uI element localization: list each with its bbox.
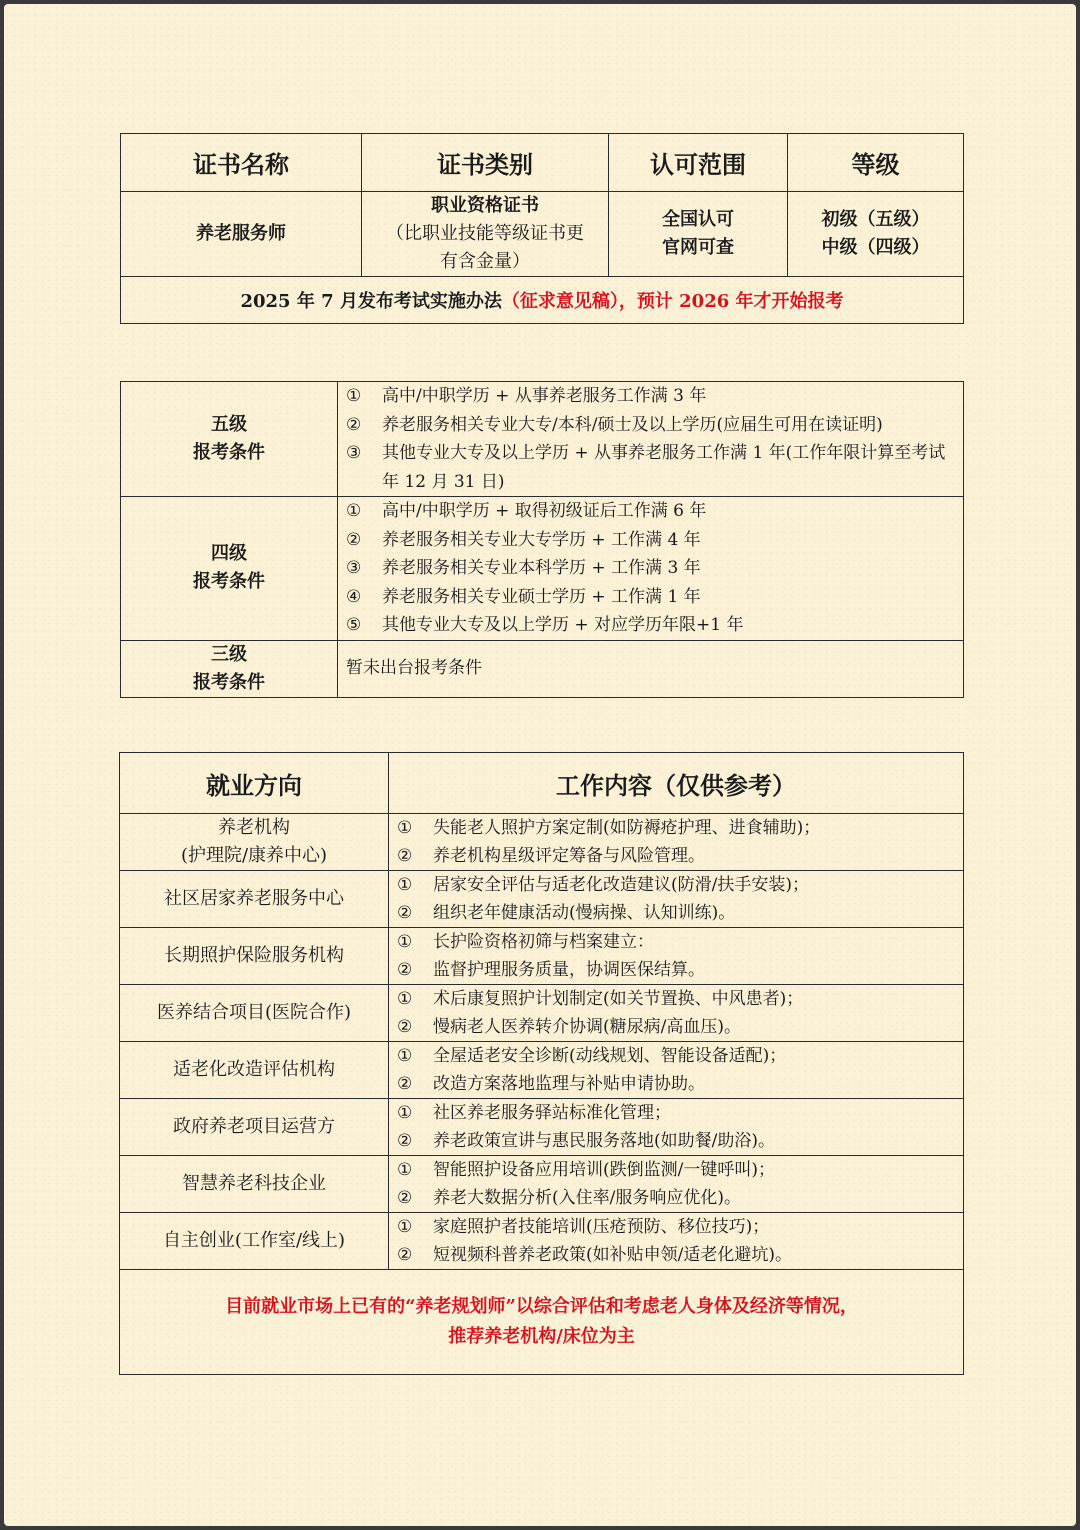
jobs-header-row (120, 753, 964, 814)
work-cell (389, 871, 964, 928)
condition-item (346, 439, 959, 496)
condition-text: 高中/中职学历 + 从事养老服务工作满 3 年 (382, 386, 707, 406)
conditions-row-level4 (121, 497, 964, 641)
work-item (397, 871, 959, 899)
work-cell (389, 814, 964, 871)
work-text: 养老大数据分析(入住率/服务响应优化)。 (433, 1188, 741, 1208)
footer-line: 推荐养老机构/床位为主 (448, 1326, 635, 1347)
work-item (397, 1241, 959, 1269)
work-text: 社区养老服务驿站标准化管理； (433, 1103, 671, 1123)
work-text: 居家安全评估与适老化改造建议(防滑/扶手安装)； (433, 875, 809, 895)
work-item (397, 814, 959, 842)
cert-level-line: 中级（四级） (821, 237, 930, 258)
work-number: ① (397, 989, 413, 1009)
work-item (397, 1184, 959, 1212)
work-number: ② (397, 1074, 413, 1094)
cert-scope-cell (609, 192, 788, 277)
level-name: 三级 (211, 643, 247, 665)
work-item (397, 1070, 959, 1098)
work-text: 养老政策宣讲与惠民服务落地(如助餐/助浴)。 (433, 1131, 775, 1151)
condition-text: 高中/中职学历 + 取得初级证后工作满 6 年 (382, 501, 707, 521)
work-cell (389, 985, 964, 1042)
direction-line: 养老机构 (218, 817, 290, 838)
work-text: 短视频科普养老政策(如补贴申领/适老化避坑)。 (433, 1245, 792, 1265)
work-cell (389, 1156, 964, 1213)
work-item (397, 1156, 959, 1184)
direction-line: (护理院/康养中心) (180, 845, 328, 866)
work-text: 监督护理服务质量，协调医保结算。 (433, 960, 705, 980)
condition-text: 养老服务相关专业大专学历 + 工作满 4 年 (382, 529, 701, 550)
cert-scope-line: 全国认可 (662, 209, 734, 230)
cert-category-cell (362, 192, 609, 277)
work-text: 慢病老人医养转介协调(糖尿病/高血压)。 (433, 1017, 741, 1037)
work-number: ② (397, 846, 413, 866)
conditions-table (120, 381, 964, 698)
direction-cell: 自主创业(工作室/线上) (120, 1213, 389, 1270)
condition-text: 其他专业大专及以上学历 + 从事养老服务工作满 1 年(工作年限计算至考试年 12 月 31 日) (382, 443, 946, 492)
condition-item (346, 526, 959, 555)
work-cell (389, 928, 964, 985)
condition-text: 其他专业大专及以上学历 + 对应学历年限+1 年 (382, 615, 744, 635)
condition-text: 养老服务相关专业本科学历 + 工作满 3 年 (382, 558, 701, 578)
work-number: ② (397, 1245, 413, 1265)
direction-cell: 社区居家养老服务中心 (120, 871, 389, 928)
jobs-row (120, 814, 964, 871)
direction-cell: 医养结合项目(医院合作) (120, 985, 389, 1042)
cert-level-line: 初级（五级） (821, 209, 930, 230)
work-text: 改造方案落地监理与补贴申请协助。 (433, 1074, 705, 1094)
work-item (397, 1013, 959, 1041)
condition-item (346, 497, 959, 526)
work-item (397, 899, 959, 927)
condition-item (346, 583, 959, 612)
jobs-row (120, 928, 964, 985)
note-red-text: （征求意见稿），预计 2026 年才开始报考 (501, 291, 844, 312)
certificate-table (120, 133, 964, 324)
work-item (397, 985, 959, 1013)
work-text: 失能老人照护方案定制(如防褥疮护理、进食辅助)； (433, 818, 821, 838)
footer-line: 目前就业市场上已有的“养老规划师”以综合评估和考虑老人身体及经济等情况， (225, 1296, 858, 1317)
level-label-cell (121, 382, 338, 497)
conditions-list (338, 382, 964, 497)
work-number: ② (397, 1188, 413, 1208)
jobs-table (119, 752, 964, 1375)
header-cert-name: 证书名称 (121, 134, 362, 192)
level-subtitle: 报考条件 (193, 571, 265, 593)
work-text: 组织老年健康活动(慢病操、认知训练)。 (433, 903, 736, 923)
direction-cell (120, 814, 389, 871)
conditions-plain: 暂未出台报考条件 (338, 640, 964, 697)
condition-number: ② (346, 414, 362, 435)
jobs-row (120, 871, 964, 928)
direction-cell: 智慧养老科技企业 (120, 1156, 389, 1213)
work-number: ① (397, 932, 413, 952)
jobs-row (120, 1099, 964, 1156)
work-item (397, 1127, 959, 1155)
level-label-cell (121, 497, 338, 641)
work-number: ① (397, 1103, 413, 1123)
certificate-data-row (121, 192, 964, 277)
cert-category-line: （比职业技能等级证书更 (386, 223, 584, 244)
work-item (397, 1213, 959, 1241)
work-number: ① (397, 818, 413, 838)
conditions-row-level3 (121, 640, 964, 697)
condition-number: ③ (346, 558, 362, 578)
work-number: ② (397, 960, 413, 980)
work-text: 家庭照护者技能培训(压疮预防、移位技巧)； (433, 1217, 770, 1237)
work-item (397, 956, 959, 984)
cert-scope-line: 官网可查 (662, 237, 734, 258)
condition-text: 养老服务相关专业大专/本科/硕士及以上学历(应届生可用在读证明) (382, 414, 883, 435)
direction-cell: 长期照护保险服务机构 (120, 928, 389, 985)
document-page (4, 4, 1076, 1526)
jobs-row (120, 985, 964, 1042)
header-cert-scope: 认可范围 (609, 134, 788, 192)
work-cell (389, 1213, 964, 1270)
condition-item (346, 411, 959, 440)
level-name: 五级 (211, 414, 247, 435)
cert-level-cell (788, 192, 964, 277)
work-cell (389, 1042, 964, 1099)
header-work-content: 工作内容（仅供参考） (389, 753, 964, 814)
cert-category-line: 有含金量） (440, 251, 530, 272)
work-item (397, 928, 959, 956)
jobs-footer-note (120, 1270, 964, 1375)
certificate-note-row (121, 277, 964, 324)
direction-cell: 适老化改造评估机构 (120, 1042, 389, 1099)
work-number: ① (397, 875, 413, 895)
work-text: 智能照护设备应用培训(跌倒监测/一键呼叫)； (433, 1160, 775, 1180)
work-cell (389, 1099, 964, 1156)
work-text: 术后康复照护计划制定(如关节置换、中风患者)； (433, 989, 804, 1009)
condition-text: 养老服务相关专业硕士学历 + 工作满 1 年 (382, 586, 701, 607)
condition-number: ① (346, 386, 362, 406)
cert-name-cell: 养老服务师 (121, 192, 362, 277)
condition-number: ⑤ (346, 615, 362, 635)
work-number: ① (397, 1046, 413, 1066)
work-text: 长护险资格初筛与档案建立： (433, 932, 654, 952)
work-number: ② (397, 1131, 413, 1151)
condition-number: ② (346, 529, 362, 550)
work-number: ② (397, 1017, 413, 1037)
jobs-row (120, 1213, 964, 1270)
header-cert-category: 证书类别 (362, 134, 609, 192)
work-number: ① (397, 1217, 413, 1237)
work-number: ① (397, 1160, 413, 1180)
cert-category-line: 职业资格证书 (431, 195, 539, 216)
work-item (397, 1042, 959, 1070)
conditions-row-level5 (121, 382, 964, 497)
jobs-row (120, 1042, 964, 1099)
condition-number: ③ (346, 443, 362, 463)
jobs-footer-row (120, 1270, 964, 1375)
work-text: 养老机构星级评定筹备与风险管理。 (433, 846, 705, 866)
level-subtitle: 报考条件 (193, 442, 265, 463)
level-label-cell (121, 640, 338, 697)
work-number: ② (397, 903, 413, 923)
work-item (397, 1099, 959, 1127)
condition-item (346, 554, 959, 583)
level-name: 四级 (211, 543, 247, 565)
condition-item (346, 611, 959, 640)
certificate-note (121, 277, 964, 324)
condition-item (346, 382, 959, 411)
work-text: 全屋适老安全诊断(动线规划、智能设备适配)； (433, 1046, 787, 1066)
work-item (397, 842, 959, 870)
level-subtitle: 报考条件 (193, 671, 265, 693)
jobs-row (120, 1156, 964, 1213)
certificate-header-row (121, 134, 964, 192)
direction-cell: 政府养老项目运营方 (120, 1099, 389, 1156)
condition-number: ① (346, 501, 362, 521)
condition-number: ④ (346, 586, 362, 607)
conditions-list (338, 497, 964, 641)
note-date-text: 2025 年 7 月发布考试实施办法 (240, 291, 502, 312)
header-direction: 就业方向 (120, 753, 389, 814)
header-cert-level: 等级 (788, 134, 964, 192)
